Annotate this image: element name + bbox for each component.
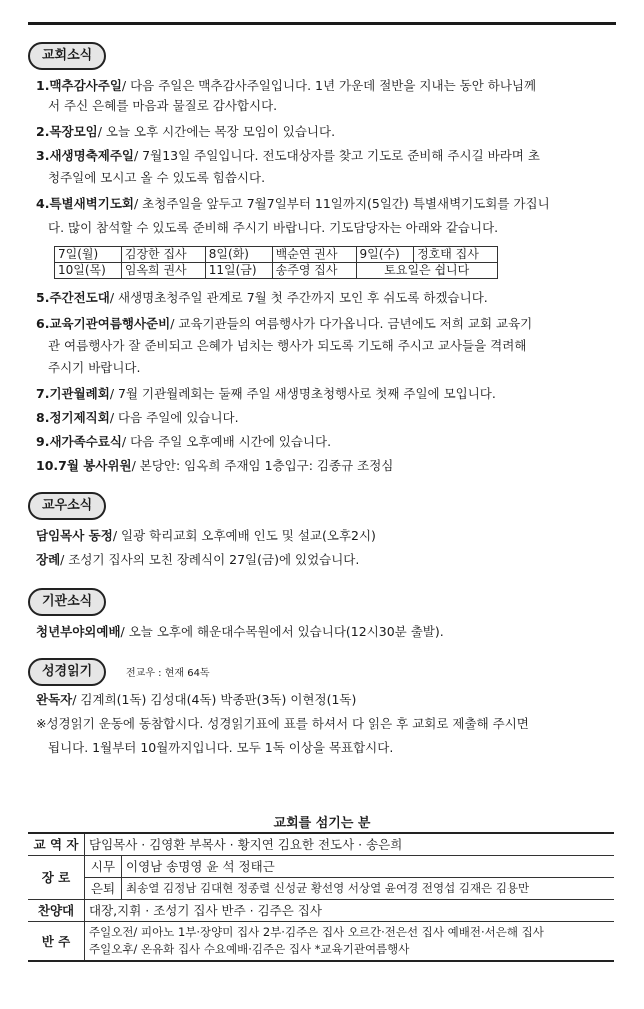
news-item-8: 8.정기제직회/ 다음 주일에 있습니다.: [36, 410, 239, 425]
section-member-news-title: 교우소식: [28, 492, 106, 520]
bible-reading-notice-1: ※성경읽기 운동에 동참합시다. 성경읽기표에 표를 하셔서 다 읽은 후 교회로 제출해 주시면: [36, 716, 529, 731]
news-item-10: 10.7월 봉사위원/ 본당안: 임옥희 주재임 1층입구: 김종규 조정심: [36, 458, 394, 473]
news-item-6: 6.교육기관여름행사준비/ 교육기관들의 여름행사가 다가옵니다. 금년에도 저희 교회 교육기: [36, 316, 533, 331]
section-church-news-title: 교회소식: [28, 42, 106, 70]
prayer-schedule-table: [54, 246, 498, 279]
schedule-row: 10일(목) 임옥희 권사 11일(금) 송주영 집사 토요일은 쉽니다: [55, 263, 498, 279]
news-item-4: 4.특별새벽기도회/ 초청주일을 앞두고 7월7일부터 11일까지(5일간) 특별새벽기도회를 가집니: [36, 196, 550, 211]
bible-reading-count-note: 전교우 : 현재 64독: [126, 668, 210, 679]
news-item-1-cont: 서 주신 은혜를 마음과 물질로 감사합시다.: [48, 98, 278, 113]
top-rule: [28, 22, 616, 25]
bible-reading-completed: 완독자/ 김계희(1독) 김성대(4독) 박종판(3독) 이현정(1독): [36, 692, 357, 707]
bible-reading-notice-2: 됩니다. 1월부터 10월까지입니다. 모두 1독 이상을 목표합시다.: [48, 740, 394, 755]
section-org-news-title: 기관소식: [28, 588, 106, 616]
staff-title: 교회를 섬기는 분: [273, 816, 371, 831]
member-news-item-1: 담임목사 동정/ 일광 학리교회 오후예배 인도 및 설교(오후2시): [36, 528, 376, 543]
news-item-9: 9.새가족수료식/ 다음 주일 오후예배 시간에 있습니다.: [36, 434, 332, 449]
news-item-1: 1.맥추감사주일/ 다음 주일은 맥추감사주일입니다. 1년 가운데 절반을 지내는 동안 하나님께: [36, 78, 537, 93]
news-item-6-cont: 관 여름행사가 잘 준비되고 은혜가 넘치는 행사가 되도록 기도해 주시고 교사들을 격려해: [48, 338, 527, 353]
news-item-3: 3.새생명축제주일/ 7월13일 주일입니다. 전도대상자를 찾고 기도로 준비해 주시길 바라며 초: [36, 148, 540, 163]
accompanist-line-1: 주일오전/ 피아노 1부·장양미 집사 2부·김주은 집사 오르간·전은선 집사 예배전·서은해 집사: [89, 925, 544, 939]
news-item-2: 2.목장모임/ 오늘 오후 시간에는 목장 모임이 있습니다.: [36, 124, 336, 139]
schedule-row: 7일(월) 김장한 집사 8일(화) 백순연 권사 9일(수) 정호태 집사: [55, 247, 498, 263]
staff-table: [28, 832, 614, 962]
news-item-4-cont: 다. 많이 참석할 수 있도록 준비해 주시기 바랍니다. 기도담당자는 아래와 같습니다.: [48, 220, 499, 235]
news-item-3-cont: 청주일에 모시고 올 수 있도록 힘씁시다.: [48, 170, 266, 185]
news-item-6-cont2: 주시기 바랍니다.: [48, 360, 141, 375]
staff-row-elders-active: 장 로 시무 이영남 송명영 윤 석 정태근: [28, 856, 614, 878]
staff-row-choir: 찬양대 대장,지휘 · 조성기 집사 반주 · 김주은 집사: [28, 900, 614, 922]
section-bible-reading-title: 성경읽기: [28, 658, 106, 686]
org-news-item-1: 청년부야외예배/ 오늘 오후에 해운대수목원에서 있습니다(12시30분 출발).: [36, 624, 444, 639]
member-news-item-2: 장례/ 조성기 집사의 모친 장례식이 27일(금)에 있었습니다.: [36, 552, 360, 567]
news-item-7: 7.기관월례회/ 7월 기관월례회는 둘째 주일 새생명초청행사로 첫째 주일에 모입니다.: [36, 386, 496, 401]
staff-row-pastors: 교 역 자 담임목사 · 김영환 부목사 · 황지연 김요한 전도사 · 송은희: [28, 833, 614, 856]
news-item-5: 5.주간전도대/ 새생명초청주일 관계로 7월 첫 주간까지 모인 후 쉬도록 하겠습니다.: [36, 290, 488, 305]
staff-row-accompanist: 반 주 주일오전/ 피아노 1부·장양미 집사 2부·김주은 집사 오르간·전은선 집사 예배전·서은해 집사 주일오후/ 온유화 집사 수요예배·김주은 집사 *교육기관여름행사: [28, 922, 614, 962]
staff-row-elders-retired: 은퇴 최송열 김정남 김대현 정종렬 신성균 황선영 서상열 윤여경 전영섭 김재은 김용만: [28, 878, 614, 900]
accompanist-line-2: 주일오후/ 온유화 집사 수요예배·김주은 집사 *교육기관여름행사: [89, 942, 410, 956]
